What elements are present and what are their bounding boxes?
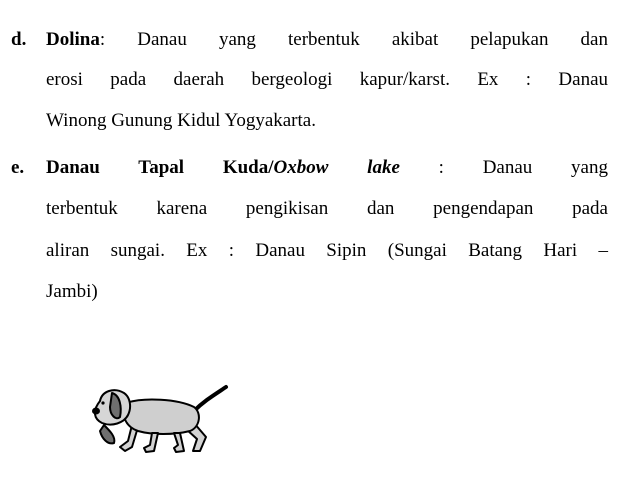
- entry-text: Danau yang terbentuk akibat pelapukan dan: [105, 29, 608, 50]
- entry-tapal-kuda-line-3: aliran sungai. Ex : Danau Sipin (Sungai Batang Hari –: [46, 240, 608, 261]
- entry-tapal-kuda-line-1: [11, 148, 608, 188]
- entry-term: Dolina: [46, 29, 100, 50]
- dog-clipart-icon: [86, 381, 234, 457]
- entry-marker: d.: [11, 29, 27, 50]
- entry-marker: e.: [11, 157, 25, 178]
- entry-text: : Danau yang: [399, 157, 608, 178]
- entry-colon: :: [99, 29, 106, 50]
- entry-tapal-kuda-line-4: Jambi): [46, 281, 98, 302]
- dog-leg-rear: [174, 433, 184, 452]
- dog-leg-mid: [144, 433, 158, 452]
- entry-term: Danau Tapal Kuda/: [46, 157, 274, 178]
- entry-dolina-line-2: erosi pada daerah bergeologi kapur/karst. Ex : Danau: [46, 69, 608, 90]
- dog-tail: [194, 387, 226, 411]
- dog-body: [124, 400, 199, 434]
- entry-tapal-kuda-line-2: terbentuk karena pengikisan dan pengendapan pada: [46, 198, 608, 219]
- dog-spot: [100, 425, 114, 443]
- dog-nose: [93, 409, 99, 414]
- entry-term-italic: Oxbow lake: [273, 157, 400, 178]
- entry-dolina-line-1: [11, 20, 608, 60]
- entry-dolina-line-3: Winong Gunung Kidul Yogyakarta.: [46, 110, 316, 131]
- dog-eye: [101, 401, 104, 404]
